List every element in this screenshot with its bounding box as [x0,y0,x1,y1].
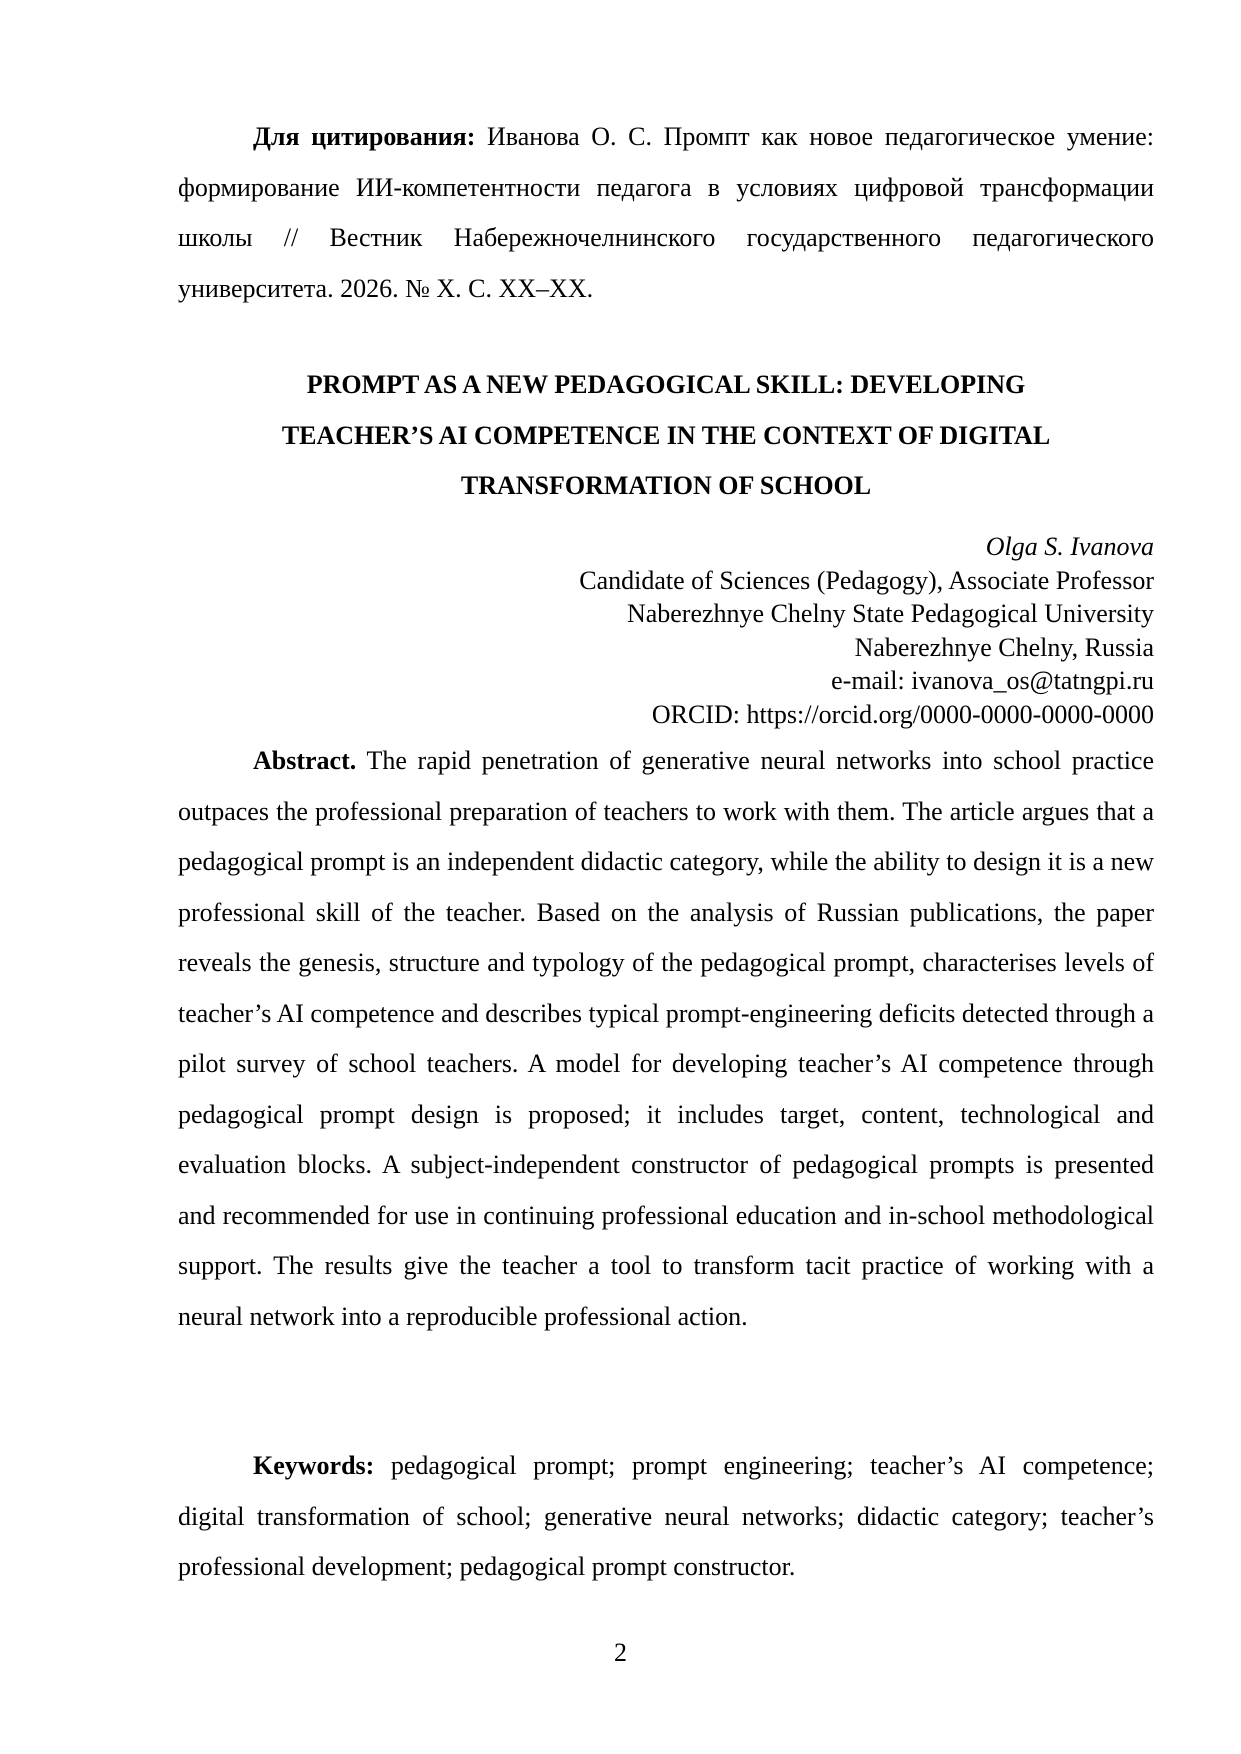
title-line-2: TEACHER’S AI COMPETENCE IN THE CONTEXT OF DIGITAL [281,420,1051,450]
page-number: 2 [614,1638,627,1667]
author-orcid: ORCID: https://orcid.org/0000-0000-0000-0000 [651,699,1154,729]
keywords-text: pedagogical prompt; prompt engineering; teacher’s AI competence; digital transformation of school; generative neural networks; didactic category; teacher’s professional development; pedagogical prompt constructor. [178,1451,1154,1581]
author-name: Olga S. Ivanova [985,532,1154,561]
title-line-1: PROMPT AS A NEW PEDAGOGICAL SKILL: DEVELOPING [306,370,1026,399]
citation-label: Для цитирования: [253,122,476,151]
citation-text: Иванова О. С. Промпт как новое педагогическое умение: формирование ИИ-компетентности педагога в условиях цифровой трансформации школы // Вестник Набережночелнинского государственного педагогического университета. 2026. № Х. С. ХХ–ХХ. [178,122,1154,303]
article-title [178,360,1154,512]
author-info [254,530,1154,731]
author-email: e-mail: ivanova_os@tatngpi.ru [831,666,1154,695]
abstract-paragraph [178,736,1154,1342]
keywords-label: Keywords: [253,1451,375,1480]
citation-paragraph [178,112,1154,314]
author-degree: Candidate of Sciences (Pedagogy), Associate Professor [579,565,1154,595]
author-affiliation: Naberezhnye Chelny State Pedagogical University [626,599,1154,628]
keywords-paragraph [178,1441,1154,1593]
author-location: Naberezhnye Chelny, Russia [854,632,1154,662]
title-line-3: TRANSFORMATION OF SCHOOL [460,471,872,500]
abstract-text: The rapid penetration of generative neural networks into school practice outpaces the professional preparation of teachers to work with them. The article argues that a pedagogical prompt is an independent didactic category, while the ability to design it is a new professional skill of the teacher. Based on the analysis of Russian publications, the paper reveals the genesis, structure and typology of the pedagogical prompt, characterises levels of teacher’s AI competence and describes typical prompt-engineering deficits detected through a pilot survey of school teachers. A model for developing teacher’s AI competence through pedagogical prompt design is proposed; it includes target, content, technological and evaluation blocks. A subject-independent constructor of pedagogical prompts is presented and recommended for use in continuing professional education and in-school methodological support. The results give the teacher a tool to transform tacit practice of working with a neural network into a reproducible professional action. [178,746,1154,1331]
abstract-label: Abstract. [253,746,357,775]
